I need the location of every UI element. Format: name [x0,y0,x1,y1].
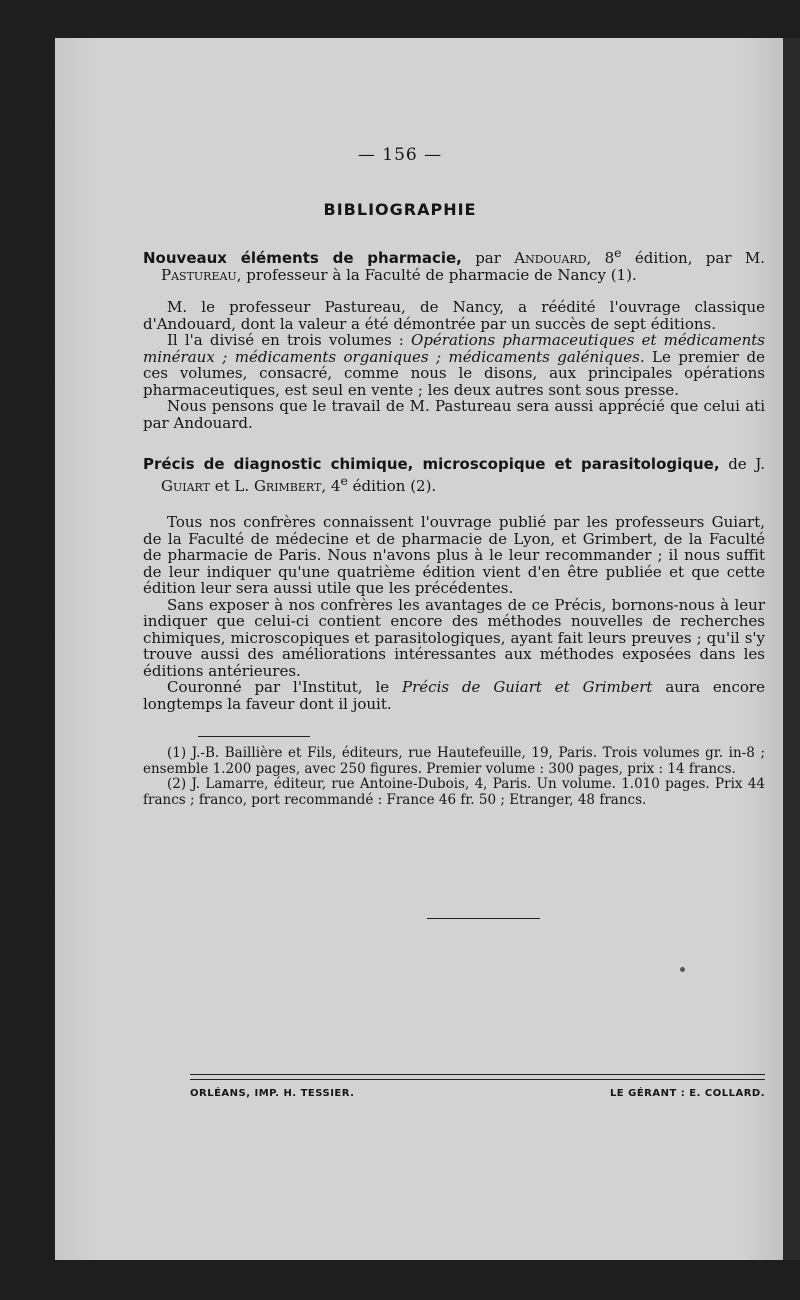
paper-speck [680,967,685,972]
footnote-2: (2) J. Lamarre, éditeur, rue Antoine-Dubois, 4, Paris. Un volume. 1.010 pages. Prix 44 francs ; franco, port recommandé : France 46 fr. 50 ; Etranger, 48 francs. [143,776,765,808]
entry-1-title: Nouveaux éléments de pharmacie, [143,249,462,267]
footnote-separator [198,736,310,737]
page-edge-shadow [783,38,800,1260]
section-heading: BIBLIOGRAPHIE [323,200,477,219]
entry-2-citation: Précis de diagnostic chimique, microscopique et parasitologique, de J. Guiart et L. Grimbert, 4e édition (2). [143,455,765,495]
footnote-1: (1) J.-B. Baillière et Fils, éditeurs, rue Hautefeuille, 19, Paris. Trois volumes gr. in-8 ; ensemble 1.200 pages, avec 250 figures. Premier volume : 300 pages, prix : 14 francs. [143,745,765,777]
entry-1-author-2: Pastureau [161,265,237,284]
imprint-rule [190,1074,765,1080]
printer-imprint: ORLÉANS, IMP. H. TESSIER. [190,1088,355,1099]
footnotes [143,746,765,808]
entry-2-author-2: Grimbert [253,476,322,495]
entry-1-paragraph-2: Il l'a divisé en trois volumes : Opérations pharmaceutiques et médicaments minéraux ; médicaments organiques ; médicaments galéniques. Le premier de ces volumes, consacré, comme nous le disons, aux principales opérations pharmaceutiques, est seul en vente ; les deux autres sont sous presse. [143,331,765,399]
entry-2-paragraph-3: Couronné par l'Institut, le Précis de Guiart et Grimbert aura encore longtemps la faveur dont il jouit. [143,678,765,713]
entry-1-paragraph-3: Nous pensons que le travail de M. Pastureau sera aussi apprécié que celui ati par Andouard. [143,397,765,432]
entry-1 [143,245,765,431]
end-rule [427,918,540,919]
entry-2-author-1: Guiart [161,476,210,495]
manager-imprint: LE GÉRANT : E. COLLARD. [609,1088,765,1099]
page-number: — 156 — [357,145,443,165]
entry-2 [143,456,765,712]
entry-2-paragraph-1: Tous nos confrères connaissent l'ouvrage publié par les professeurs Guiart, de la Faculté de médecine et de pharmacie de Lyon, et Grimbert, de la Faculté de pharmacie de Paris. Nous n'avons plus à le leur recommander ; il nous suffit de leur indiquer qu'une quatrième édition vient d'en être publiée et que cette édition leur sera aussi utile que les précédentes. [143,513,765,597]
entry-2-paragraph-2: Sans exposer à nos confrères les avantages de ce Précis, bornons-nous à leur indiquer que celui-ci contient encore des méthodes nouvelles de recherches chimiques, microscopiques et parasitologiques, ayant fait leurs preuves ; qu'il s'y trouve aussi des améliorations intéressantes aux méthodes exposées dans les éditions antérieures. [143,595,765,680]
entry-1-citation: Nouveaux éléments de pharmacie, par Andouard, 8e édition, par M. Pastureau, professeur à la Faculté de pharmacie de Nancy (1). [143,245,765,284]
entry-1-author: Andouard [514,249,587,267]
entry-2-title: Précis de diagnostic chimique, microscopique et parasitologique, [143,455,720,473]
entry-1-paragraph-1: M. le professeur Pastureau, de Nancy, a réédité l'ouvrage classique d'Andouard, dont la valeur a été démontrée par un succès de sept éditions. [143,298,765,333]
